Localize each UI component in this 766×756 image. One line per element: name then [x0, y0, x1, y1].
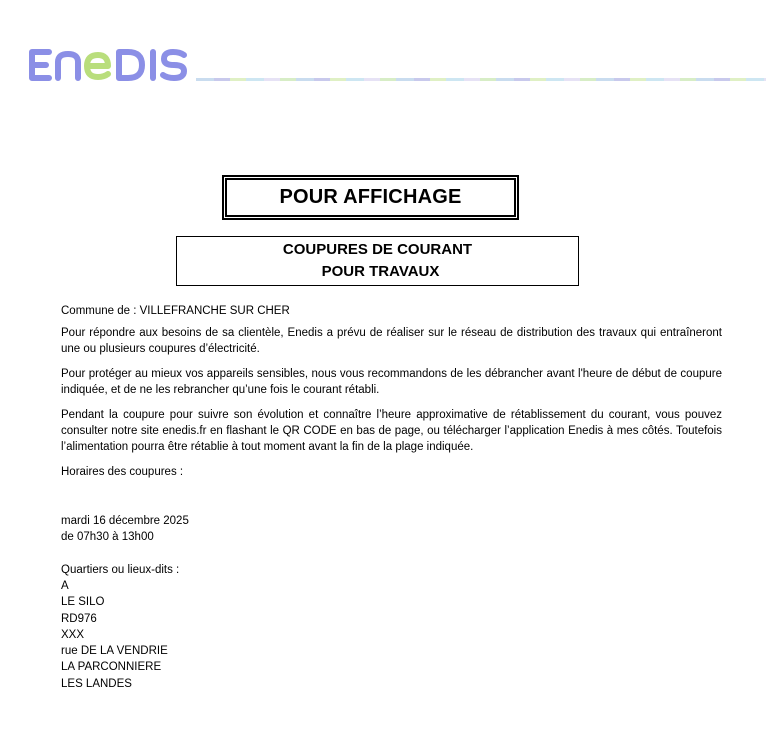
places-list: [61, 578, 168, 692]
list-item: XXX: [61, 628, 85, 641]
subtitle-line-2: POUR TRAVAUX: [321, 263, 440, 280]
schedule-heading: Horaires des coupures :: [61, 466, 184, 478]
list-item: LA PARCONNIERE: [61, 661, 162, 674]
outage-time-range: de 07h30 à 13h00: [61, 531, 154, 543]
places-heading: Quartiers ou lieux-dits :: [61, 564, 180, 576]
commune-line: Commune de : VILLEFRANCHE SUR CHER: [61, 305, 290, 317]
banner-box: [222, 175, 519, 220]
outage-date: mardi 16 décembre 2025: [61, 515, 189, 527]
paragraph-tracking: Pendant la coupure pour suivre son évolution et connaître l’heure approximative de rétablissement du courant, vous pouvez consulter notre site enedis.fr en flashant le QR CODE en bas de page, ou télécharger l’application Enedis à mes côtés. Toutefois l’alimentation pourra être rétablie à tout moment avant la fin de la plage indiquée.: [61, 409, 722, 453]
enedis-logo: [24, 44, 190, 84]
list-item: rue DE LA VENDRIE: [61, 645, 168, 658]
paragraph-protection: Pour protéger au mieux vos appareils sensibles, nous vous recommandons de les débrancher avant l'heure de début de coupure indiquée, et de ne les rebrancher qu’une fois le courant rétabli.: [61, 368, 722, 396]
subtitle-box: [176, 236, 579, 286]
header-rule: [196, 78, 766, 81]
list-item: A: [61, 580, 69, 592]
document-header: [24, 44, 766, 84]
list-item: LES LANDES: [61, 677, 132, 690]
subtitle-line-1: COUPURES DE COURANT: [282, 241, 473, 258]
list-item: RD976: [61, 612, 97, 625]
paragraph-intro: Pour répondre aux besoins de sa clientèle, Enedis a prévu de réaliser sur le réseau de distribution des travaux qui entraîneront une ou plusieurs coupures d’électricité.: [61, 327, 722, 355]
banner-title: POUR AFFICHAGE: [279, 186, 462, 208]
list-item: LE SILO: [61, 596, 105, 609]
